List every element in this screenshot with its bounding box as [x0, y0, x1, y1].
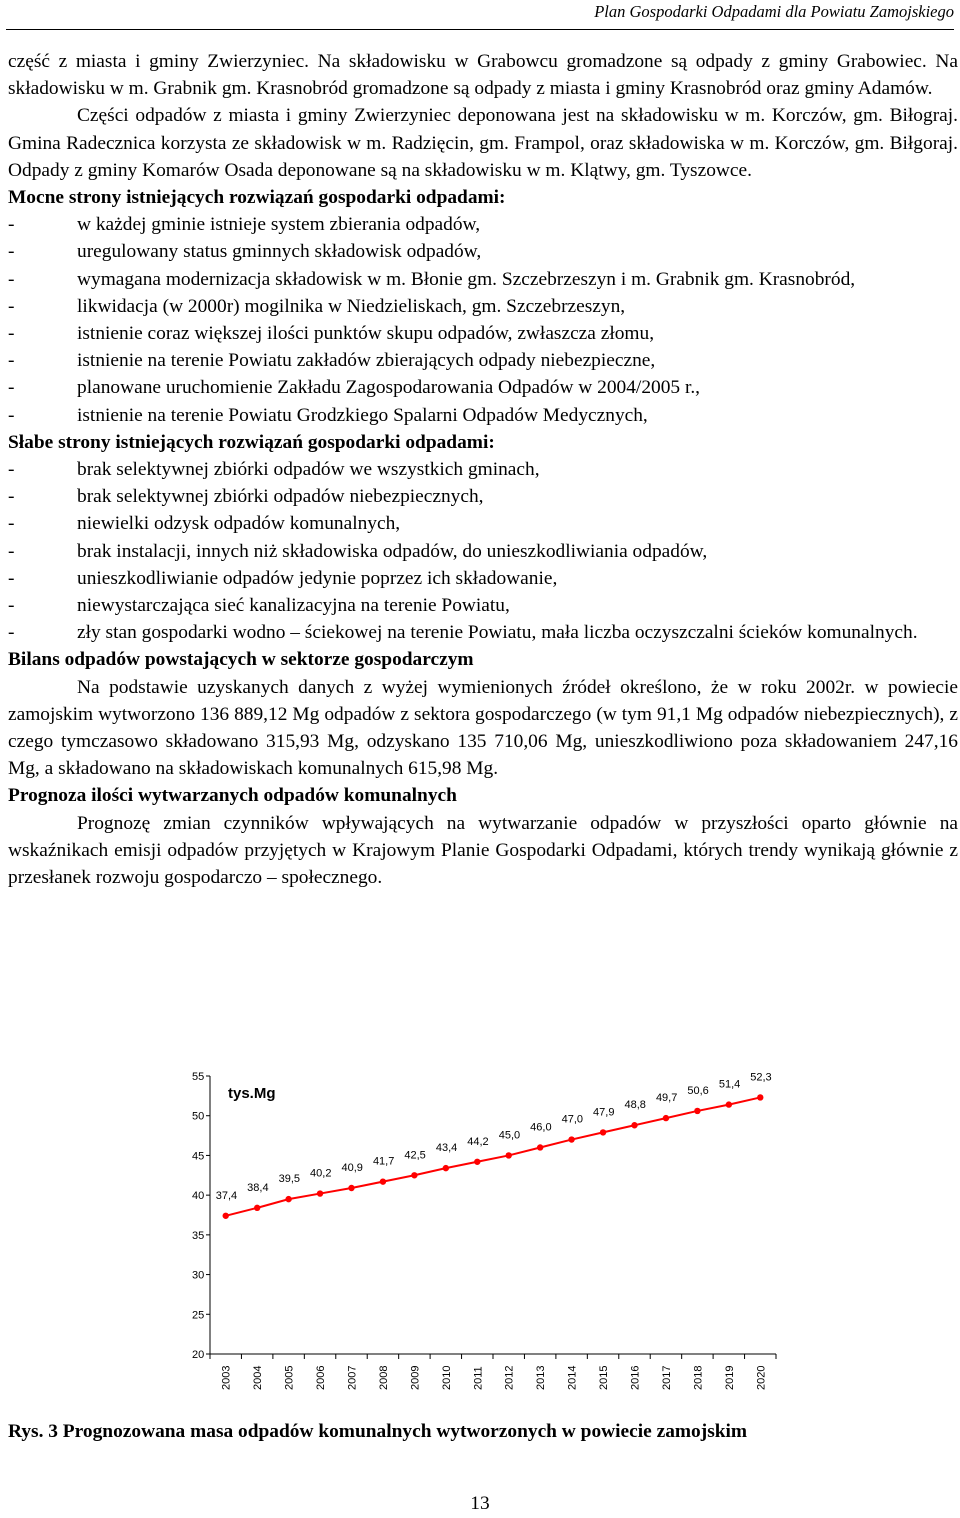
data-label: 40,9	[341, 1161, 363, 1174]
y-tick-label: 40	[192, 1190, 205, 1203]
data-point	[474, 1159, 480, 1165]
strengths-list	[8, 211, 958, 429]
list-item: - zły stan gospodarki wodno – ściekowej na terenie Powiatu, mała liczba oczyszczalni ścieków komunalnych.	[8, 619, 958, 646]
page-number: 13	[470, 1493, 490, 1514]
data-label: 46,0	[530, 1121, 552, 1134]
x-tick-label: 2016	[629, 1365, 642, 1390]
data-point	[254, 1205, 260, 1211]
data-point	[317, 1190, 323, 1196]
list-item: - brak selektywnej zbiórki odpadów niebezpiecznych,	[8, 483, 958, 510]
x-tick-label: 2011	[472, 1366, 485, 1390]
list-item: - niewystarczająca sieć kanalizacyjna na terenie Powiatu,	[8, 592, 958, 619]
forecast-paragraph: Prognozę zmian czynników wpływających na wytwarzanie odpadów w przyszłości oparto głównie na wskaźnikach emisji odpadów przyjętych w Krajowym Planie Gospodarki Odpadami, których trendy wynikają głównie z przesłanek rozwoju gospodarczo – społecznego.	[8, 812, 958, 889]
data-label: 39,5	[278, 1173, 301, 1186]
x-tick-label: 2009	[409, 1365, 422, 1390]
data-point	[223, 1213, 229, 1219]
list-item: - unieszkodliwianie odpadów jedynie poprzez ich składowanie,	[8, 565, 958, 592]
data-point	[285, 1196, 291, 1202]
data-point	[568, 1136, 574, 1142]
forecast-heading: Prognoza ilości wytwarzanych odpadów komunalnych	[8, 785, 457, 807]
data-label: 38,4	[247, 1181, 269, 1194]
data-point	[348, 1185, 354, 1191]
page-header	[6, 0, 954, 30]
data-label: 51,4	[718, 1078, 741, 1091]
data-label: 52,3	[750, 1071, 772, 1084]
list-item: - istnienie na terenie Powiatu zakładów zbierających odpady niebezpieczne,	[8, 347, 958, 374]
x-tick-label: 2005	[283, 1365, 296, 1390]
list-item: - wymagana modernizacja składowisk w m. Błonie gm. Szczebrzeszyn i m. Grabnik gm. Krasnobród,	[8, 266, 958, 293]
list-item: - uregulowany status gminnych składowisk odpadów,	[8, 238, 958, 265]
data-point	[663, 1115, 669, 1121]
data-label: 47,0	[561, 1113, 584, 1126]
y-tick-label: 55	[192, 1071, 205, 1083]
data-label: 48,8	[624, 1099, 646, 1112]
data-point	[694, 1108, 700, 1114]
data-label: 37,4	[215, 1189, 238, 1202]
x-tick-label: 2020	[755, 1365, 768, 1390]
list-item: - istnienie na terenie Powiatu Grodzkiego Spalarni Odpadów Medycznych,	[8, 402, 958, 429]
weaknesses-list	[8, 456, 958, 646]
x-tick-label: 2017	[660, 1365, 673, 1390]
x-tick-label: 2004	[252, 1365, 265, 1390]
list-item: - w każdej gminie istnieje system zbierania odpadów,	[8, 211, 958, 238]
x-tick-label: 2010	[440, 1365, 453, 1390]
data-label: 42,5	[404, 1149, 426, 1162]
list-item: - istnienie coraz większej ilości punktów skupu odpadów, zwłaszcza złomu,	[8, 320, 958, 347]
data-point	[757, 1094, 763, 1100]
x-tick-label: 2018	[692, 1365, 705, 1390]
list-item: - brak instalacji, innych niż składowiska odpadów, do unieszkodliwiania odpadów,	[8, 538, 958, 565]
list-item: - likwidacja (w 2000r) mogilnika w Niedzieliskach, gm. Szczebrzeszyn,	[8, 293, 958, 320]
x-tick-label: 2003	[220, 1365, 233, 1390]
unit-label: tys.Mg	[228, 1085, 276, 1102]
data-label: 47,9	[593, 1106, 615, 1119]
list-item: - planowane uruchomienie Zakładu Zagospodarowania Odpadów w 2004/2005 r.,	[8, 374, 958, 401]
data-point	[411, 1172, 417, 1178]
data-point	[380, 1178, 386, 1184]
data-point	[506, 1152, 512, 1158]
x-tick-label: 2008	[377, 1365, 390, 1390]
y-tick-label: 30	[192, 1269, 205, 1282]
waste-forecast-chart	[176, 1062, 786, 1397]
y-tick-label: 45	[192, 1150, 205, 1163]
intro-paragraph: część z miasta i gminy Zwierzyniec. Na składowisku w Grabowcu gromadzone są odpady z gminy Grabowiec. Na składowisku w m. Grabnik gm. Krasnobród gromadzone są odpady z miasta i gminy Krasnobród oraz gminy Adamów.	[8, 51, 958, 100]
data-point	[600, 1129, 606, 1135]
x-tick-label: 2006	[315, 1365, 328, 1390]
x-tick-label: 2007	[346, 1365, 359, 1390]
balance-heading: Bilans odpadów powstających w sektorze gospodarczym	[8, 649, 474, 671]
data-label: 41,7	[372, 1155, 395, 1168]
x-tick-label: 2019	[723, 1365, 736, 1390]
strengths-heading: Mocne strony istniejących rozwiązań gospodarki odpadami:	[8, 187, 506, 209]
document-body	[8, 48, 958, 891]
y-tick-label: 20	[192, 1349, 205, 1361]
intro-paragraph-2: Części odpadów z miasta i gminy Zwierzyniec deponowana jest na składowisku w m. Korczów, gm. Biłograj. Gmina Radecznica korzysta ze składowisk w m. Radzięcin, gm. Frampol, oraz składowiska w m. Korczów, gm. Biłgoraj. Odpady z gminy Komarów Osada deponowane są na składowisku w m. Klątwy, gm. Tyszowce.	[8, 105, 958, 181]
list-item: - niewielki odzysk odpadów komunalnych,	[8, 510, 958, 537]
data-point	[537, 1144, 543, 1150]
data-label: 40,2	[310, 1167, 332, 1180]
x-tick-label: 2013	[535, 1365, 548, 1390]
data-label: 49,7	[655, 1092, 678, 1105]
balance-paragraph: Na podstawie uzyskanych danych z wyżej wymienionych źródeł określono, że w roku 2002r. w powiecie zamojskim wytworzono 136 889,12 Mg odpadów z sektora gospodarczego (w tym 91,1 Mg odpadów niebezpiecznych), z czego tymczasowo składowano 315,93 Mg, odzyskano 135 710,06 Mg, unieszkodliwiono poza składowaniem 247,16 Mg, a składowano na składowiskach komunalnych 615,98 Mg.	[8, 676, 958, 780]
data-label: 44,2	[467, 1135, 489, 1148]
figure-caption: Rys. 3 Prognozowana masa odpadów komunalnych wytworzonych w powiecie zamojskim	[8, 1421, 748, 1442]
data-point	[726, 1101, 732, 1107]
data-label: 45,0	[498, 1129, 521, 1142]
data-point	[631, 1122, 637, 1128]
data-label: 43,4	[435, 1142, 458, 1155]
list-item: - brak selektywnej zbiórki odpadów we wszystkich gminach,	[8, 456, 958, 483]
y-tick-label: 50	[192, 1110, 205, 1123]
weaknesses-heading: Słabe strony istniejących rozwiązań gospodarki odpadami:	[8, 431, 495, 453]
x-tick-label: 2015	[598, 1365, 611, 1390]
data-label: 50,6	[687, 1084, 709, 1097]
y-tick-label: 25	[192, 1309, 205, 1322]
header-title: Plan Gospodarki Odpadami dla Powiatu Zamojskiego	[594, 2, 954, 21]
data-point	[443, 1165, 449, 1171]
y-tick-label: 35	[192, 1229, 205, 1242]
x-tick-label: 2014	[566, 1365, 579, 1390]
x-tick-label: 2012	[503, 1365, 516, 1390]
